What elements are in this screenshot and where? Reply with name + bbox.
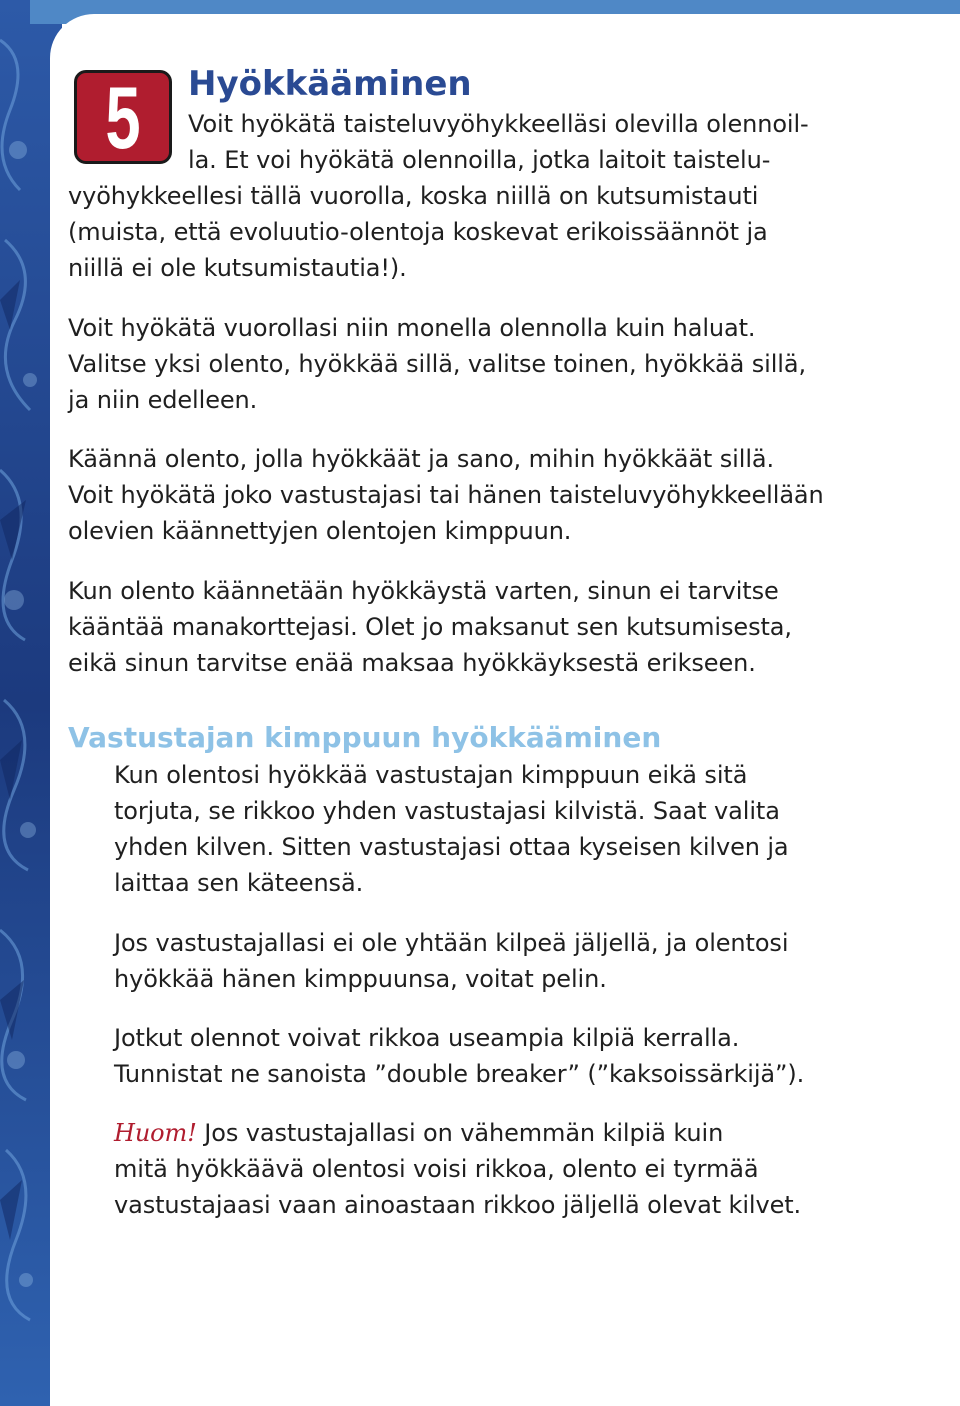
paragraph-4-line-1: Kun olento käännetään hyökkäystä varten, sinun ei tarvitse	[68, 577, 779, 605]
section-title-attacking: Hyökkääminen	[188, 64, 472, 104]
intro-line-5: niillä ei ole kutsumistautia!).	[68, 254, 407, 282]
note-line-3: vastustajaasi vaan ainoastaan rikkoo jäljellä olevat kilvet.	[114, 1191, 802, 1219]
note-line-2: mitä hyökkäävä olentosi voisi rikkoa, olento ei tyrmää	[114, 1155, 759, 1183]
step-badge	[74, 68, 172, 167]
intro-line-1: Voit hyökätä taisteluvyöhykkeelläsi olevilla olennoil-	[188, 110, 809, 138]
intro-line-2: la. Et voi hyökätä olennoilla, jotka laitoit taistelu-	[188, 146, 771, 174]
section-title-attack-opponent: Vastustajan kimppuun hyökkääminen	[68, 721, 662, 754]
sub-paragraph-1-line-3: yhden kilven. Sitten vastustajasi ottaa kyseisen kilven ja	[114, 833, 789, 861]
note-line-1	[114, 1115, 801, 1151]
sub-paragraph-1-line-4: laittaa sen käteensä.	[114, 869, 364, 897]
paragraph-3-line-2: Voit hyökätä joko vastustajasi tai hänen taisteluvyöhykkeellään	[68, 481, 824, 509]
sub-paragraph-2-line-2: hyökkää hänen kimppuunsa, voitat pelin.	[114, 965, 607, 993]
paragraph-4-line-3: eikä sinun tarvitse enää maksaa hyökkäyksestä erikseen.	[68, 649, 756, 677]
sub-paragraph-3-line-1: Jotkut olennot voivat rikkoa useampia kilpiä kerralla.	[114, 1024, 740, 1052]
paragraph-2-line-2: Valitse yksi olento, hyökkää sillä, valitse toinen, hyökkää sillä,	[68, 350, 806, 378]
note-line-1-text: Jos vastustajallasi on vähemmän kilpiä kuin	[196, 1119, 724, 1147]
paragraph-4-line-2: kääntää manakorttejasi. Olet jo maksanut sen kutsumisesta,	[68, 613, 792, 641]
intro-line-3: vyöhykkeellesi tällä vuorolla, koska niillä on kutsumistauti	[68, 182, 759, 210]
page-number: 8	[57, 1345, 71, 1386]
paragraph-2	[68, 310, 806, 418]
paragraph-2-line-3: ja niin edelleen.	[68, 386, 258, 414]
paragraph-3-line-1: Käännä olento, jolla hyökkäät ja sano, mihin hyökkäät sillä.	[68, 445, 775, 473]
note-label: Huom!	[114, 1119, 197, 1147]
sub-paragraph-1-line-2: torjuta, se rikkoo yhden vastustajasi kilvistä. Saat valita	[114, 797, 780, 825]
sub-paragraph-3-line-2: Tunnistat ne sanoista ”double breaker” (”kaksoissärkijä”).	[114, 1060, 805, 1088]
note-paragraph	[114, 1115, 801, 1223]
paragraph-2-line-1: Voit hyökätä vuorollasi niin monella olennolla kuin haluat.	[68, 314, 756, 342]
paragraph-4	[68, 573, 792, 681]
step-number: 5	[105, 68, 141, 167]
sub-paragraph-3	[114, 1020, 804, 1092]
paragraph-3-line-3: olevien käännettyjen olentojen kimppuun.	[68, 517, 572, 545]
sub-paragraph-2-line-1: Jos vastustajallasi ei ole yhtään kilpeä jäljellä, ja olentosi	[114, 929, 789, 957]
paragraph-3	[68, 441, 824, 549]
intro-line-4: (muista, että evoluutio-olentoja koskevat erikoissäännöt ja	[68, 218, 768, 246]
sub-paragraph-1-line-1: Kun olentosi hyökkää vastustajan kimppuun eikä sitä	[114, 761, 748, 789]
sub-paragraph-1	[114, 757, 789, 901]
sub-paragraph-2	[114, 925, 788, 997]
